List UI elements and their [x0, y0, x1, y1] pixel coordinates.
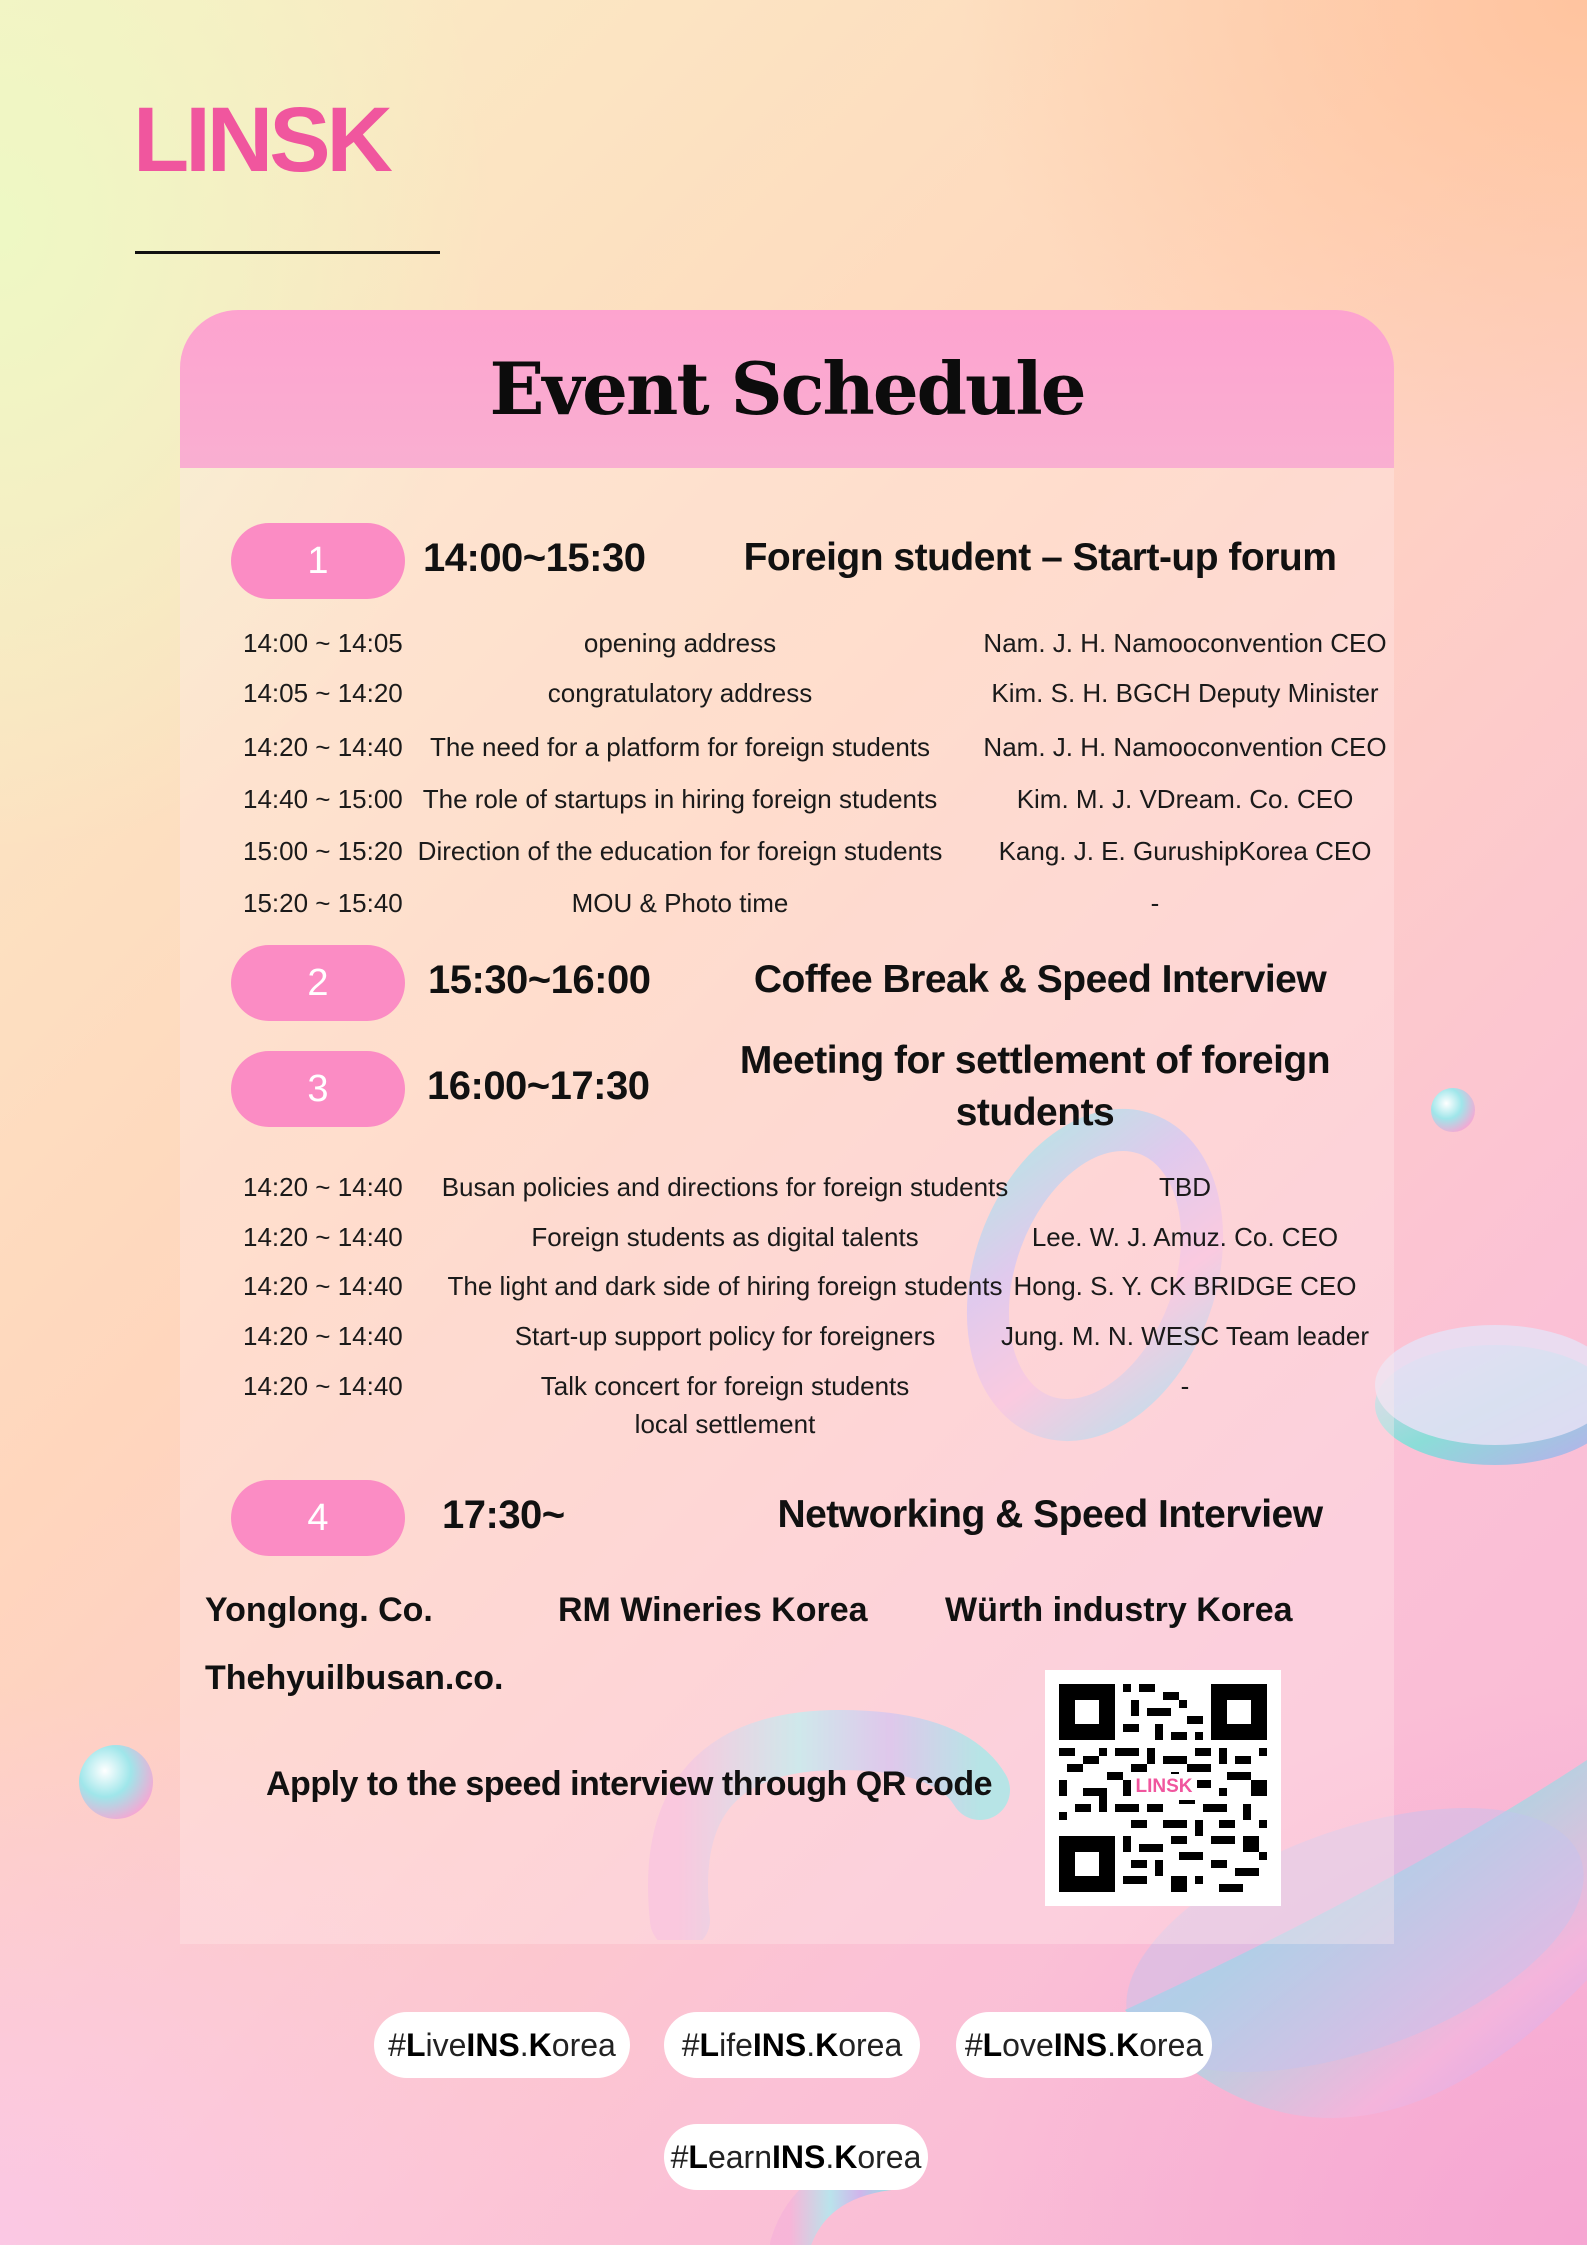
- agenda-topic: opening address: [583, 628, 777, 658]
- agenda-time: 14:20 ~ 14:40: [243, 732, 403, 762]
- agenda-topic: Direction of the education for foreign students: [417, 836, 943, 866]
- agenda-speaker: Kim. M. J. VDream. Co. CEO: [1016, 784, 1354, 814]
- session-time: 16:00~17:30: [427, 1064, 650, 1108]
- agenda-speaker: Kim. S. H. BGCH Deputy Minister: [991, 678, 1379, 708]
- session-number-badge: 3: [231, 1051, 405, 1127]
- agenda-speaker: Nam. J. H. Namooconvention CEO: [983, 628, 1387, 658]
- session-title: Meeting for settlement of foreign: [739, 1039, 1331, 1082]
- hashtag-chip[interactable]: # L ife INS . K orea: [664, 2012, 920, 2078]
- decorative-sphere-small: [1428, 1085, 1478, 1135]
- company-name: Würth industry Korea: [945, 1591, 1293, 1629]
- session-time: 14:00~15:30: [423, 536, 646, 580]
- decorative-sphere: [76, 1742, 156, 1822]
- agenda-time: 14:20 ~ 14:40: [243, 1172, 403, 1202]
- agenda-topic: The light and dark side of hiring foreign students: [447, 1271, 1003, 1301]
- agenda-time: 14:40 ~ 15:00: [243, 784, 403, 814]
- agenda-topic: Busan policies and directions for foreign students: [441, 1172, 1009, 1202]
- session-time: 17:30~: [442, 1493, 565, 1537]
- session-title: Networking & Speed Interview: [777, 1493, 1323, 1536]
- agenda-topic-line2: local settlement: [634, 1409, 816, 1439]
- company-name: RM Wineries Korea: [558, 1591, 868, 1629]
- session-number-badge: 1: [231, 523, 405, 599]
- hashtag-chip[interactable]: # L ove INS . K orea: [956, 2012, 1212, 2078]
- agenda-speaker: TBD: [1159, 1172, 1211, 1202]
- agenda-topic: Talk concert for foreign students: [540, 1371, 910, 1401]
- agenda-speaker: -: [1150, 888, 1160, 918]
- agenda-speaker: Hong. S. Y. CK BRIDGE CEO: [1013, 1271, 1357, 1301]
- brand-logo: LINSK: [133, 89, 389, 191]
- session-time: 15:30~16:00: [428, 958, 651, 1002]
- agenda-topic: Foreign students as digital talents: [531, 1222, 919, 1252]
- logo-divider: [135, 251, 440, 254]
- agenda-topic: MOU & Photo time: [571, 888, 789, 918]
- agenda-topic: Start-up support policy for foreigners: [514, 1321, 936, 1351]
- page-title: Event Schedule: [489, 346, 1085, 431]
- session-number-badge: 4: [231, 1480, 405, 1556]
- agenda-speaker: Jung. M. N. WESC Team leader: [1001, 1321, 1369, 1351]
- company-name: Yonglong. Co.: [205, 1591, 433, 1629]
- agenda-time: 14:20 ~ 14:40: [243, 1321, 403, 1351]
- qr-code[interactable]: [1045, 1670, 1281, 1906]
- session-title-line2: students: [955, 1091, 1115, 1134]
- agenda-time: 14:20 ~ 14:40: [243, 1371, 403, 1401]
- apply-instruction: Apply to the speed interview through QR code: [266, 1765, 993, 1803]
- agenda-time: 14:05 ~ 14:20: [243, 678, 403, 708]
- hashtag-chip[interactable]: # L earn INS . K orea: [664, 2124, 928, 2190]
- company-name: Thehyuilbusan.co.: [205, 1659, 504, 1697]
- session-title: Coffee Break & Speed Interview: [753, 958, 1327, 1001]
- session-title: Foreign student – Start-up forum: [743, 536, 1337, 579]
- agenda-topic: congratulatory address: [547, 678, 813, 708]
- agenda-time: 14:20 ~ 14:40: [243, 1222, 403, 1252]
- agenda-speaker: Lee. W. J. Amuz. Co. CEO: [1031, 1222, 1339, 1252]
- agenda-time: 15:20 ~ 15:40: [243, 888, 403, 918]
- qr-logo: LINSK: [1131, 1774, 1197, 1800]
- agenda-speaker: Kang. J. E. GurushipKorea CEO: [998, 836, 1372, 866]
- agenda-time: 15:00 ~ 15:20: [243, 836, 403, 866]
- agenda-speaker: Nam. J. H. Namooconvention CEO: [983, 732, 1387, 762]
- agenda-speaker: -: [1180, 1371, 1190, 1401]
- agenda-topic: The role of startups in hiring foreign students: [422, 784, 938, 814]
- session-number-badge: 2: [231, 945, 405, 1021]
- agenda-topic: The need for a platform for foreign students: [429, 732, 931, 762]
- agenda-time: 14:20 ~ 14:40: [243, 1271, 403, 1301]
- agenda-time: 14:00 ~ 14:05: [243, 628, 403, 658]
- hashtag-chip[interactable]: # L ive INS . K orea: [374, 2012, 630, 2078]
